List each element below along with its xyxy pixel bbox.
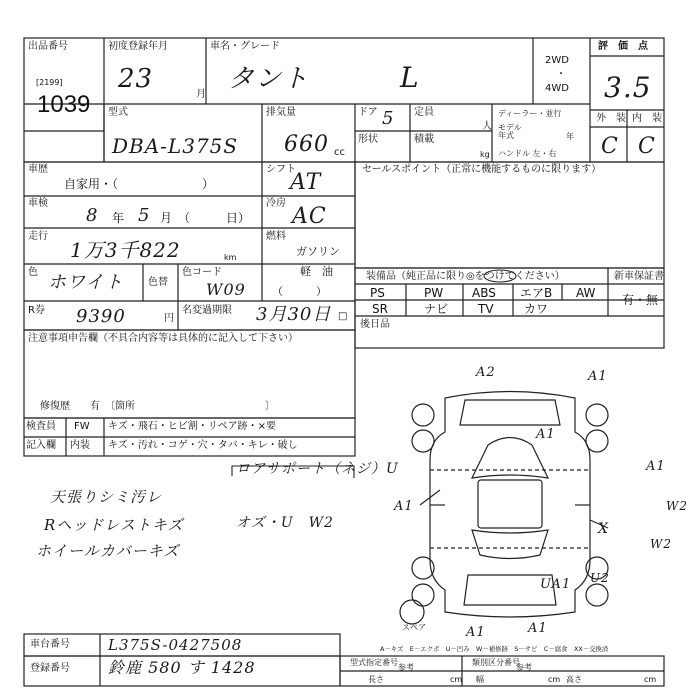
chassis: L375S-0427508 — [108, 636, 243, 654]
equip-tv: TV — [478, 302, 494, 316]
drive-4wd: 4WD — [545, 83, 569, 94]
mark-x: X — [598, 521, 609, 537]
doors-label: ドア — [358, 107, 378, 118]
car-name-label: 車名・グレード — [210, 41, 280, 52]
fw-label: FW — [74, 421, 90, 432]
year-unit: 年 — [566, 132, 574, 141]
note-headrest: Rヘッドレストキズ — [44, 516, 184, 534]
legend: A－キズ E－エクボ U－凹み W－補修跡 S－サビ C－腐食 XX－交換済 — [380, 645, 609, 653]
shape-label: 形状 — [358, 134, 378, 145]
equip-label: 装備品（純正品に限り◎をつけてください） — [366, 271, 565, 282]
notes-label: 注意事項申告欄（不具合内容等は具体的に記入して下さい） — [28, 333, 298, 344]
interior-note-text: キズ・汚れ・コゲ・穴・タバ・キレ・破し — [108, 440, 298, 451]
fw-text: キズ・飛石・ヒビ割・リペア跡・×要 — [108, 421, 276, 432]
equip-navi: ナビ — [424, 302, 449, 316]
interior-label: 内 装 — [632, 113, 662, 124]
lot-small: [2199] — [36, 78, 63, 87]
inspection-month: 5 — [138, 205, 151, 226]
inspection-label: 車検 — [28, 198, 48, 209]
drive-2wd: 2WD — [545, 55, 569, 66]
exterior-grade: C — [601, 134, 619, 159]
doors: 5 — [382, 108, 395, 129]
drive-dot: ・ — [556, 69, 566, 80]
inspection-year: 8 — [86, 205, 99, 226]
model-label: 型式 — [108, 107, 128, 118]
mark-ua1: UA1 — [540, 577, 572, 592]
interior-note-label: 内装 — [70, 440, 90, 451]
fuel-gas: ガソリン — [296, 245, 340, 258]
chassis-label: 車台番号 — [30, 639, 70, 650]
fuel-diesel: 軽 油 — [300, 265, 333, 278]
exterior-label: 外 装 — [596, 113, 626, 124]
month-unit: 月 — [196, 89, 206, 100]
reg-label: 登録番号 — [30, 663, 70, 674]
note-lower-support: ロアサポート（ネジ）U — [236, 461, 399, 477]
model: DBA-L375S — [112, 134, 239, 158]
first-reg-label: 初度登録年月 — [108, 41, 168, 52]
post-label: 後日品 — [360, 319, 390, 330]
color: ホワイト — [48, 272, 124, 293]
displacement: 660 — [284, 132, 329, 157]
equip-sr: SR — [372, 302, 388, 316]
mileage-label: 走行 — [28, 231, 48, 242]
mark-a1-hood: A1 — [536, 427, 556, 442]
equip-ps: PS — [370, 286, 385, 300]
grade: L — [400, 61, 420, 94]
color-code-label: 色コード — [182, 267, 222, 278]
color-label: 色 — [28, 267, 38, 278]
inspector-label2: 記入欄 — [26, 440, 56, 451]
note-w2: オズ・U W2 — [236, 515, 334, 531]
type-label: 型式指定番号 — [350, 658, 398, 667]
mark-a1-rear-left: A1 — [466, 625, 486, 640]
height-cm: cm — [644, 675, 657, 684]
deadline: 3月30日 — [256, 304, 332, 325]
mark-a1-rear: A1 — [528, 621, 548, 636]
month-char: 月 — [160, 211, 173, 225]
width-cm: cm — [548, 675, 561, 684]
repair-label: 修復歴 有 〔箇所 〕 — [40, 401, 275, 412]
year-char: 年 — [112, 211, 125, 225]
sales-label: セールスポイント（正常に機能するものに限ります） — [362, 164, 602, 175]
interior-grade: C — [638, 134, 656, 159]
lot-label: 出品番号 — [28, 41, 68, 52]
cc-unit: cc — [334, 147, 345, 158]
history-value: 自家用・（ ） — [64, 177, 215, 191]
deadline-box: □ — [338, 311, 348, 322]
color-code: W09 — [206, 280, 246, 299]
mileage: 1万3千822 — [70, 238, 181, 262]
recycle-label: R券 — [28, 305, 45, 316]
shift: AT — [290, 170, 322, 195]
fuel-label: 燃料 — [266, 231, 286, 242]
model-year-label: モデル 年式 — [498, 123, 522, 140]
color-change-label: 色替 — [148, 277, 168, 288]
length-cm: cm — [450, 675, 463, 684]
recycle: 9390 — [76, 306, 126, 327]
capacity-label: 定員 — [414, 107, 434, 118]
inspector-label1: 検査員 — [26, 421, 56, 432]
score: 3.5 — [604, 71, 652, 104]
warranty-label: 新車保証書 — [614, 271, 664, 282]
score-label: 評 価 点 — [598, 41, 648, 52]
car-diagram — [400, 392, 608, 625]
mark-a1-front-right: A1 — [588, 369, 608, 384]
width-label: 幅 — [476, 675, 484, 684]
mark-a2-front: A2 — [476, 365, 496, 380]
equip-aw: AW — [576, 286, 596, 300]
spare-label: スペア — [402, 623, 426, 632]
type-sub: 参考 — [398, 663, 414, 672]
equip-abs: ABS — [472, 286, 496, 300]
ac: AC — [292, 204, 327, 229]
height-label: 高さ — [566, 675, 582, 684]
equip-airbag: エアB — [520, 286, 553, 300]
person-unit: 人 — [482, 121, 492, 132]
shift-label: シフト — [266, 164, 296, 175]
mark-w2-right: W2 — [666, 499, 688, 513]
deadline-label: 名変過期限 — [182, 305, 232, 316]
displacement-label: 排気量 — [266, 107, 296, 118]
yen-unit: 円 — [164, 313, 174, 324]
mark-a1-left: A1 — [394, 499, 414, 514]
class-label: 類別区分番号 — [472, 658, 520, 667]
note-wheelcover: ホイールカバーキズ — [36, 542, 180, 560]
fuel-other: （ ） — [272, 285, 327, 298]
car-name: タント — [228, 64, 310, 94]
dealer-label: ディーラー・並行 — [498, 109, 562, 118]
day-label: （ 日） — [178, 211, 251, 225]
equip-pw: PW — [424, 286, 444, 300]
mark-u2: U2 — [590, 571, 610, 585]
equip-leather: カワ — [524, 302, 549, 316]
first-reg-year: 23 — [118, 64, 154, 94]
length-label: 長さ — [368, 675, 384, 684]
mark-w2-rear: W2 — [650, 537, 672, 551]
warranty: 有・無 — [622, 293, 659, 307]
mark-a1-right: A1 — [646, 459, 666, 474]
lot-number: 1039 — [37, 91, 91, 118]
load-label: 積載 — [414, 134, 434, 145]
class-sub: 参考 — [516, 663, 532, 672]
kg-unit: kg — [480, 150, 490, 159]
note-headliner: 天張りシミ汚レ — [50, 488, 163, 506]
handle-label: ハンドル 左・右 — [498, 149, 557, 158]
ac-label: 冷房 — [266, 198, 286, 209]
history-label: 車歴 — [28, 164, 48, 175]
km-unit: km — [224, 253, 237, 262]
reg: 鈴鹿 580 す 1428 — [108, 658, 256, 677]
